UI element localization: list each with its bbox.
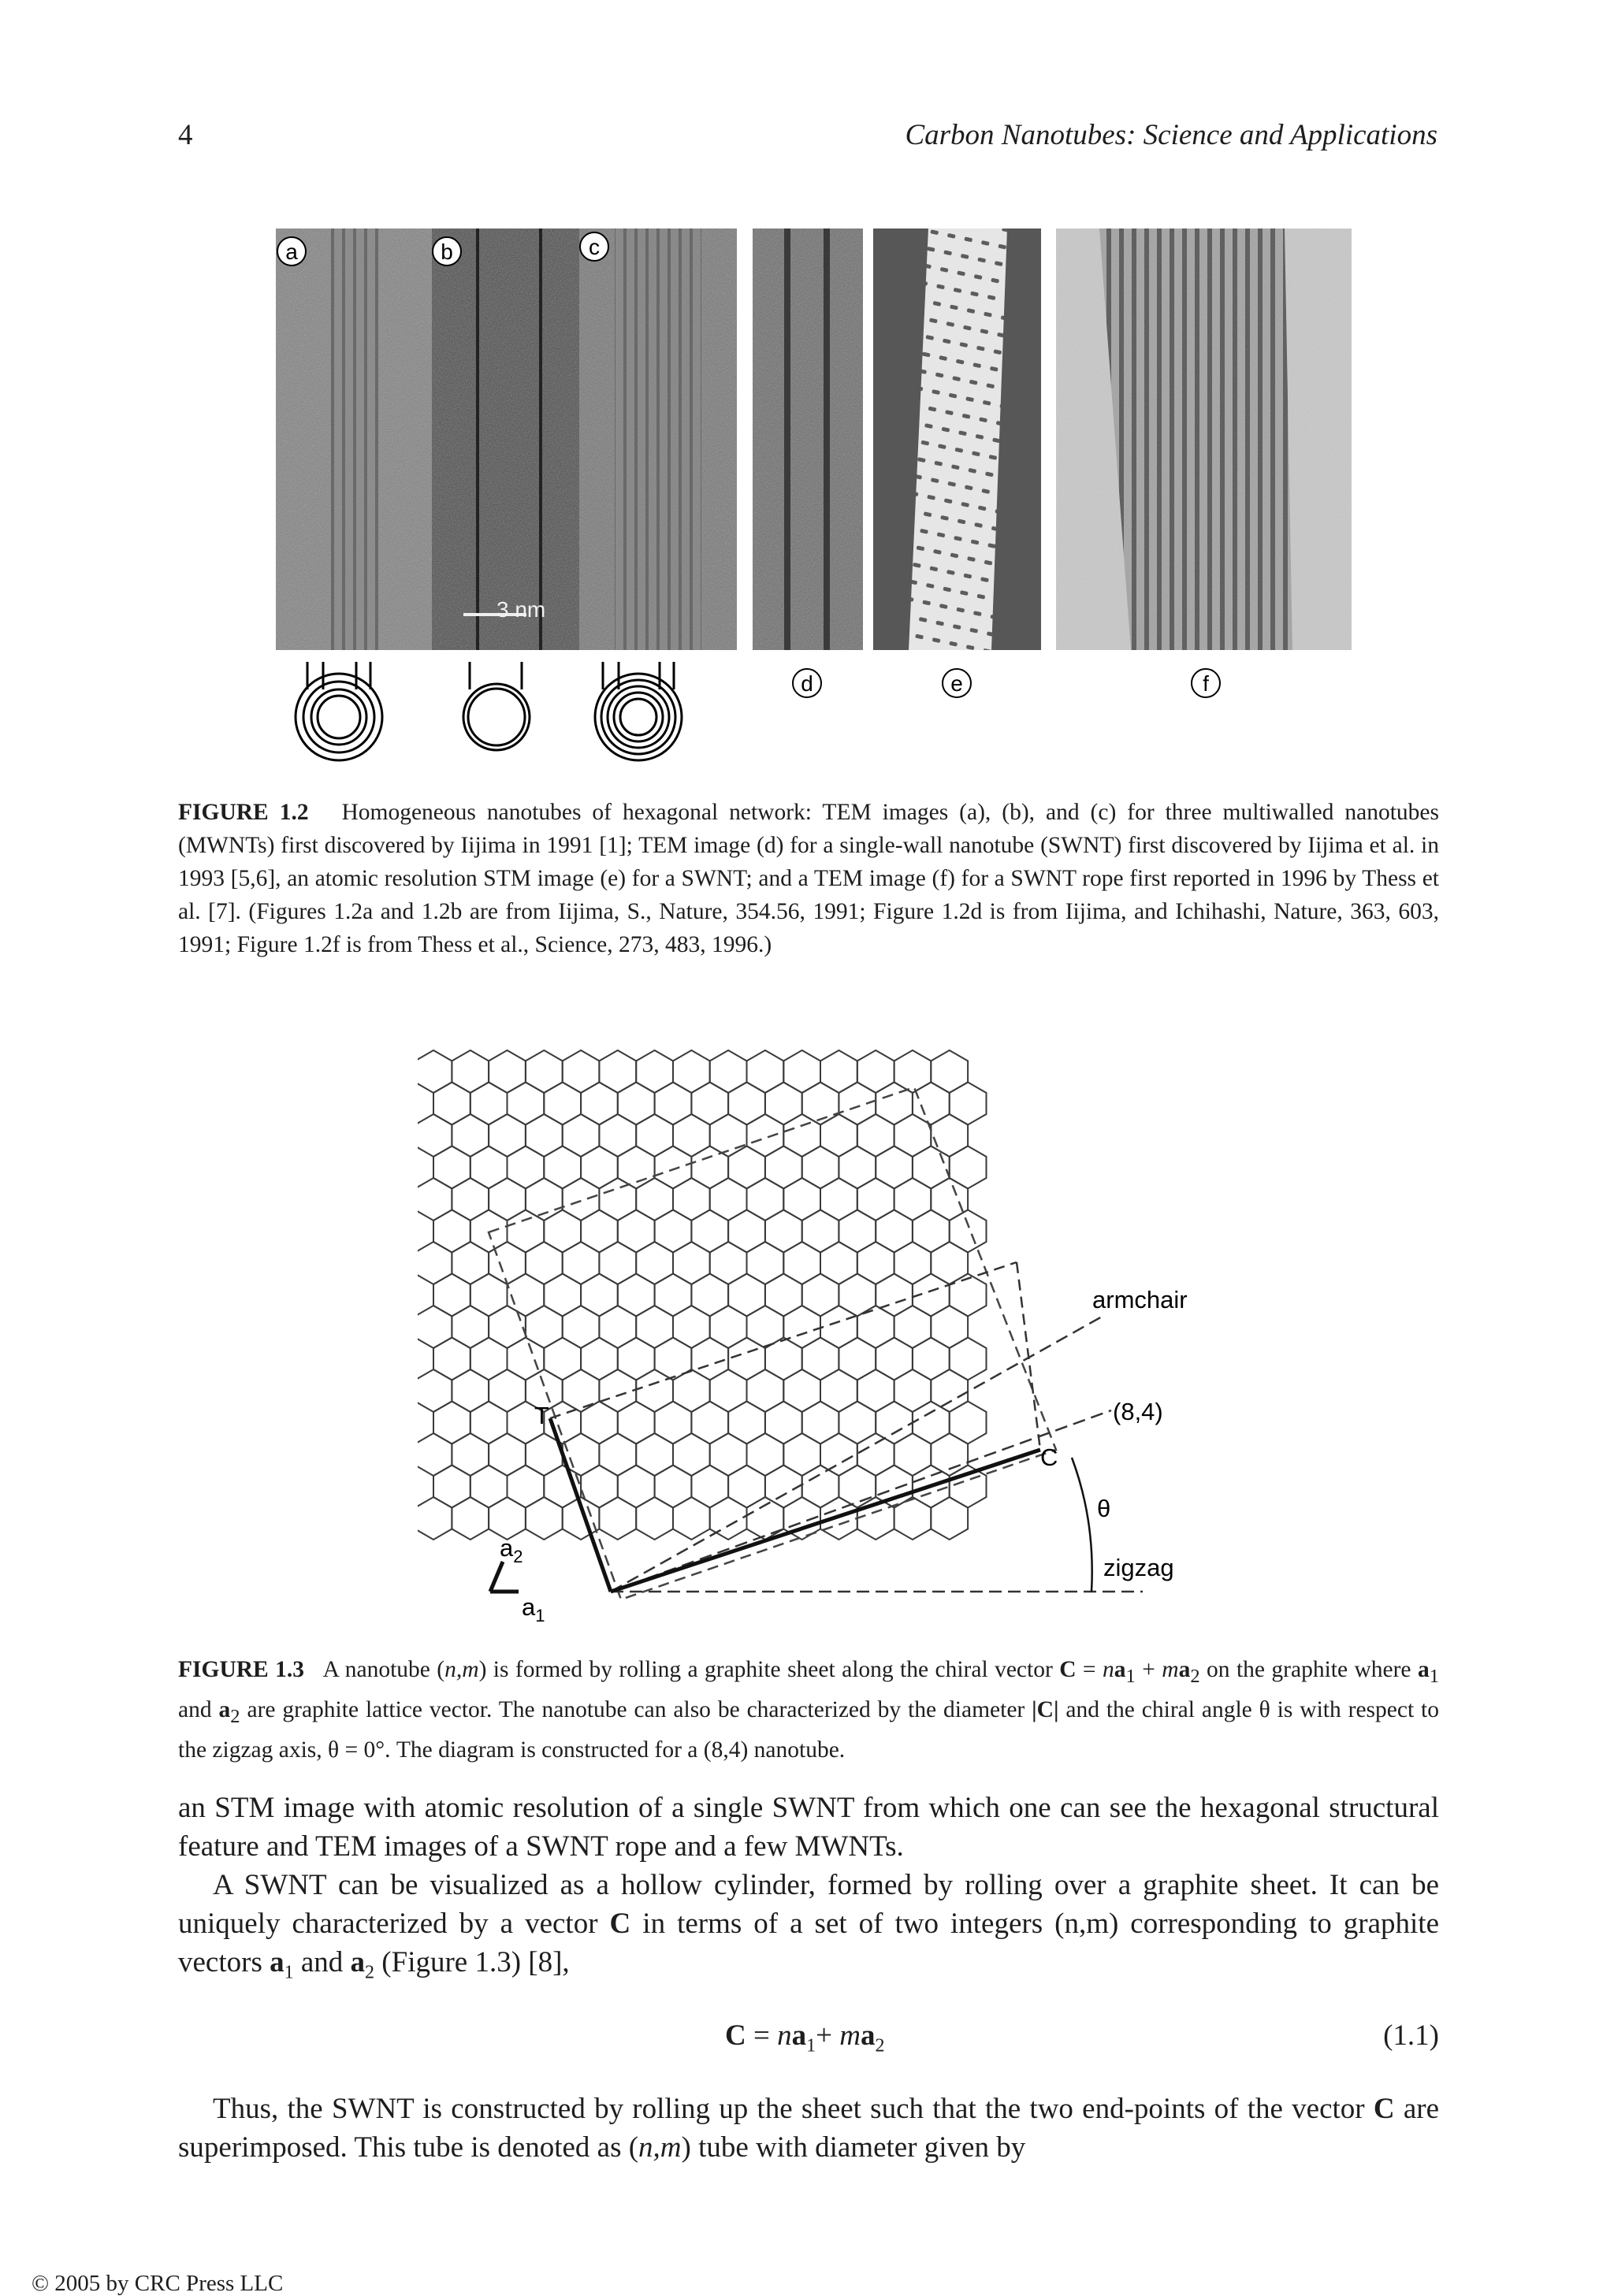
lattice-hexagon — [913, 1146, 950, 1189]
lattice-hexagon — [747, 1306, 784, 1348]
lattice-hexagon — [581, 1210, 618, 1253]
lattice-hexagon — [433, 1338, 470, 1380]
lattice-hexagon — [599, 1497, 636, 1540]
lattice-hexagon — [747, 1242, 784, 1284]
lattice-hexagon — [765, 1402, 802, 1444]
lattice-hexagon — [783, 1306, 820, 1348]
lattice-hexagon — [544, 1338, 581, 1380]
lattice-hexagon — [710, 1369, 747, 1412]
running-title: Carbon Nanotubes: Science and Applications — [905, 119, 1437, 151]
lattice-hexagon — [599, 1178, 636, 1220]
lattice-hexagon — [636, 1178, 673, 1220]
lattice-hexagon — [433, 1083, 470, 1125]
lattice-hexagon — [728, 1210, 765, 1253]
lattice-hexagon — [950, 1210, 987, 1253]
lattice-hexagon — [802, 1274, 839, 1317]
equation-number: (1.1) — [1383, 2019, 1439, 2052]
figure-1-2-overlay — [268, 225, 1371, 776]
svg-text:c: c — [589, 235, 600, 259]
lattice-hexagon — [581, 1338, 618, 1380]
lattice-hexagon — [950, 1146, 987, 1189]
cross-section-b — [463, 662, 530, 750]
lattice-hexagon — [747, 1178, 784, 1220]
lattice-hexagon — [489, 1369, 526, 1412]
lattice-hexagon — [839, 1274, 876, 1317]
lattice-hexagon — [636, 1369, 673, 1412]
lattice-hexagon — [452, 1306, 489, 1348]
lattice-hexagon — [489, 1114, 526, 1157]
lattice-hexagon — [820, 1369, 857, 1412]
lattice-hexagon — [563, 1369, 600, 1412]
lattice-hexagon — [876, 1083, 913, 1125]
lattice-hexagon — [857, 1050, 894, 1093]
lattice-hexagon — [691, 1466, 728, 1508]
figure-1-2-caption — [178, 796, 1439, 961]
lattice-hexagon — [673, 1050, 710, 1093]
lattice-hexagon — [563, 1178, 600, 1220]
panel-label-e — [943, 669, 971, 697]
lattice-hexagon — [526, 1497, 563, 1540]
lattice-hexagon — [931, 1050, 968, 1093]
lattice-hexagon — [857, 1178, 894, 1220]
lattice-hexagon — [655, 1466, 692, 1508]
lattice-hexagon — [728, 1146, 765, 1189]
lattice-hexagon — [418, 1497, 452, 1540]
lattice-hexagon — [599, 1050, 636, 1093]
lattice-hexagon — [655, 1146, 692, 1189]
lattice-hexagon — [839, 1210, 876, 1253]
lattice-hexagon — [581, 1402, 618, 1444]
lattice-hexagon — [418, 1178, 452, 1220]
lattice-hexagon — [691, 1210, 728, 1253]
lattice-hexagon — [470, 1338, 508, 1380]
lattice-hexagon — [581, 1083, 618, 1125]
lattice-hexagon — [618, 1338, 655, 1380]
lattice-hexagon — [470, 1210, 508, 1253]
lattice-hexagon — [802, 1466, 839, 1508]
lattice-hexagon — [710, 1242, 747, 1284]
lattice-hexagon — [452, 1050, 489, 1093]
lattice-hexagon — [599, 1369, 636, 1412]
lattice-hexagon — [526, 1242, 563, 1284]
lattice-hexagon — [508, 1274, 545, 1317]
lattice-hexagon — [544, 1083, 581, 1125]
lattice-hexagon — [894, 1497, 932, 1540]
panel-label-c — [580, 232, 608, 261]
lattice-hexagon — [747, 1050, 784, 1093]
a2-label: $a_2$ — [500, 1534, 523, 1566]
lattice-hexagon — [418, 1369, 452, 1412]
lattice-hexagon — [673, 1497, 710, 1540]
armchair-label: armchair — [1092, 1286, 1188, 1313]
lattice-hexagon — [673, 1242, 710, 1284]
lattice-hexagon — [636, 1114, 673, 1157]
lattice-hexagon — [931, 1114, 968, 1157]
figure-1-3-caption: FIGURE 1.3 A nanotube (n,m) is formed by rolling a graphite sheet along the chiral vector $C = na_1 + ma_2$ on the graphite where $a_1$ and $a_2$ are graphite lattice vector. The nanotube can also be characterized by the diameter |C| and the chiral angle θ is with respect to the zigzag axis, θ = 0°. The diagram is constructed for a (8,4) nanotube. — [178, 1657, 1440, 1763]
lattice-hexagon — [710, 1306, 747, 1348]
lattice-hexagon — [728, 1338, 765, 1380]
svg-text:e: e — [950, 671, 963, 696]
lattice-hexagon — [433, 1402, 470, 1444]
lattice-hexagon — [913, 1402, 950, 1444]
lattice-hexagon — [728, 1274, 765, 1317]
lattice-hexagon — [802, 1402, 839, 1444]
lattice-hexagon — [636, 1497, 673, 1540]
figure-1-2-caption-text: Homogeneous nanotubes of hexagonal network: TEM images (a), (b), and (c) for three multiwalled nanotubes (MWNTs) first discovered by Iijima in 1991 [1]; TEM image (d) for a single-wall nanotube (SWNT) first discovered by Iijima et al. in 1993 [5,6], an atomic resolution STM image (e) for a SWNT; and a TEM image (f) for a SWNT rope first reported in 1996 by Thess et al. [7]. (Figures 1.2a and 1.2b are from Iijima, S., Nature, 354.56, 1991; Figure 1.2d is from Iijima, and Ichihashi, Nature, 363, 603, 1991; Figure 1.2f is from Thess et al., Science, 273, 483, 1996.) — [178, 800, 1440, 957]
lattice-hexagon — [783, 1433, 820, 1476]
lattice-hexagon — [655, 1083, 692, 1125]
lattice-hexagon — [673, 1114, 710, 1157]
lattice-hexagon — [783, 1050, 820, 1093]
lattice-hexagon — [470, 1083, 508, 1125]
lattice-hexagon — [433, 1274, 470, 1317]
chiral-index-label: (8,4) — [1113, 1398, 1163, 1425]
lattice-hexagon — [544, 1146, 581, 1189]
lattice-hexagon — [618, 1146, 655, 1189]
lattice-hexagon — [418, 1433, 452, 1476]
lattice-hexagon — [418, 1242, 452, 1284]
lattice-hexagon — [931, 1369, 968, 1412]
lattice-hexagon — [470, 1466, 508, 1508]
lattice-hexagon — [452, 1433, 489, 1476]
lattice-hexagon — [913, 1338, 950, 1380]
lattice-hexagon — [747, 1369, 784, 1412]
lattice-hexagon — [876, 1146, 913, 1189]
lattice-hexagon — [876, 1402, 913, 1444]
lattice-hexagon — [526, 1050, 563, 1093]
lattice-hexagon — [802, 1338, 839, 1380]
lattice-hexagon — [618, 1402, 655, 1444]
lattice-hexagon — [618, 1210, 655, 1253]
lattice-hexagon — [508, 1466, 545, 1508]
lattice-hexagon — [747, 1114, 784, 1157]
lattice-hexagon — [599, 1114, 636, 1157]
lattice-hexagon — [581, 1146, 618, 1189]
lattice-hexagon — [418, 1306, 452, 1348]
body-text — [178, 1789, 1439, 1992]
panel-label-f — [1192, 669, 1220, 697]
lattice-hexagon — [581, 1466, 618, 1508]
lattice-hexagon — [691, 1338, 728, 1380]
lattice-hexagon — [728, 1083, 765, 1125]
lattice-hexagon — [950, 1466, 987, 1508]
lattice-hexagon — [747, 1497, 784, 1540]
lattice-hexagon — [894, 1050, 932, 1093]
svg-text:d: d — [801, 671, 813, 696]
lattice-hexagon — [452, 1242, 489, 1284]
panel-label-d — [793, 669, 821, 697]
paragraph-1: an STM image with atomic resolution of a single SWNT from which one can see the hexagonal structural feature and TEM images of a SWNT rope and a few MWNTs. — [178, 1792, 1439, 1863]
lattice-hexagon — [783, 1114, 820, 1157]
scale-bar-label: 3 nm — [496, 597, 546, 622]
lattice-hexagon — [452, 1497, 489, 1540]
lattice-hexagon — [489, 1050, 526, 1093]
lattice-hexagon — [894, 1433, 932, 1476]
lattice-hexagon — [747, 1433, 784, 1476]
lattice-hexagon — [655, 1274, 692, 1317]
lattice-hexagon — [544, 1210, 581, 1253]
lattice-hexagon — [489, 1433, 526, 1476]
lattice-hexagon — [470, 1274, 508, 1317]
lattice-hexagon — [765, 1210, 802, 1253]
lattice-hexagon — [857, 1306, 894, 1348]
cross-section-a — [296, 662, 382, 760]
lattice-hexagon — [508, 1083, 545, 1125]
lattice-hexagon — [913, 1083, 950, 1125]
lattice-hexagon — [508, 1146, 545, 1189]
lattice-hexagon — [820, 1050, 857, 1093]
lattice-hexagon — [433, 1146, 470, 1189]
lattice-hexagon — [894, 1306, 932, 1348]
a1-label: $a_1$ — [522, 1593, 545, 1625]
lattice-hexagon — [710, 1178, 747, 1220]
lattice-hexagon — [655, 1402, 692, 1444]
lattice-hexagon — [931, 1306, 968, 1348]
lattice-hexagon — [691, 1274, 728, 1317]
lattice-hexagon — [765, 1274, 802, 1317]
lattice-hexagon — [839, 1083, 876, 1125]
lattice-hexagon — [857, 1433, 894, 1476]
lattice-hexagon — [673, 1306, 710, 1348]
lattice-hexagon — [783, 1369, 820, 1412]
lattice-hexagon — [691, 1402, 728, 1444]
lattice-hexagon — [452, 1114, 489, 1157]
lattice-hexagon — [820, 1433, 857, 1476]
lattice-hexagon — [691, 1083, 728, 1125]
page-number: 4 — [178, 119, 193, 151]
lattice-hexagon — [673, 1433, 710, 1476]
lattice-hexagon — [581, 1274, 618, 1317]
svg-text:a: a — [285, 240, 298, 264]
lattice-hexagon — [894, 1178, 932, 1220]
lattice-hexagon — [618, 1083, 655, 1125]
lattice-hexagon — [894, 1369, 932, 1412]
lattice-hexagon — [563, 1114, 600, 1157]
lattice-hexagon — [765, 1083, 802, 1125]
lattice-hexagon — [599, 1433, 636, 1476]
figure-1-2-label: FIGURE 1.2 — [178, 800, 309, 825]
panel-label-b — [433, 237, 461, 266]
lattice-hexagon — [508, 1338, 545, 1380]
lattice-hexagon — [452, 1369, 489, 1412]
lattice-hexagon — [876, 1338, 913, 1380]
lattice-hexagon — [599, 1306, 636, 1348]
graphite-lattice — [418, 1050, 987, 1540]
figure-1-3-label: FIGURE 1.3 — [178, 1657, 305, 1682]
lattice-hexagon — [765, 1146, 802, 1189]
lattice-hexagon — [636, 1050, 673, 1093]
lattice-hexagon — [876, 1210, 913, 1253]
lattice-hexagon — [563, 1050, 600, 1093]
lattice-hexagon — [950, 1083, 987, 1125]
t-label: T — [534, 1402, 549, 1429]
lattice-hexagon — [783, 1242, 820, 1284]
lattice-hexagon — [599, 1242, 636, 1284]
lattice-hexagon — [433, 1210, 470, 1253]
panel-label-a — [277, 237, 306, 266]
lattice-hexagon — [526, 1306, 563, 1348]
lattice-hexagon — [839, 1402, 876, 1444]
zigzag-label: zigzag — [1103, 1554, 1174, 1581]
lattice-hexagon — [710, 1050, 747, 1093]
lattice-hexagon — [820, 1178, 857, 1220]
lattice-hexagon — [618, 1274, 655, 1317]
lattice-hexagon — [470, 1146, 508, 1189]
lattice-hexagon — [894, 1114, 932, 1157]
lattice-hexagon — [636, 1306, 673, 1348]
lattice-hexagon — [857, 1242, 894, 1284]
svg-text:f: f — [1203, 671, 1209, 696]
lattice-hexagon — [636, 1433, 673, 1476]
paragraph-2: A SWNT can be visualized as a hollow cylinder, formed by rolling over a graphite sheet. It can be uniquely characterized by a vector C in terms of a set of two integers (n,m) corresponding to graphite vectors $a_1$ and $a_2$ (Figure 1.3) [8], — [178, 1869, 1439, 1983]
lattice-hexagon — [931, 1242, 968, 1284]
lattice-hexagon — [894, 1242, 932, 1284]
lattice-hexagon — [950, 1274, 987, 1317]
lattice-hexagon — [913, 1210, 950, 1253]
lattice-hexagon — [673, 1178, 710, 1220]
lattice-hexagon — [857, 1114, 894, 1157]
lattice-hexagon — [783, 1178, 820, 1220]
lattice-hexagon — [489, 1306, 526, 1348]
lattice-hexagon — [489, 1178, 526, 1220]
cross-section-c — [595, 662, 682, 760]
svg-text:b: b — [441, 240, 453, 264]
lattice-hexagon — [931, 1497, 968, 1540]
lattice-hexagon — [931, 1178, 968, 1220]
lattice-hexagon — [820, 1306, 857, 1348]
lattice-hexagon — [489, 1497, 526, 1540]
lattice-hexagon — [418, 1050, 452, 1093]
lattice-hexagon — [418, 1114, 452, 1157]
lattice-hexagon — [710, 1433, 747, 1476]
lattice-hexagon — [728, 1402, 765, 1444]
equation-1-1: $C = na_1+ ma_2$ — [725, 2019, 885, 2056]
lattice-hexagon — [563, 1242, 600, 1284]
lattice-hexagon — [452, 1178, 489, 1220]
copyright-footer: © 2005 by CRC Press LLC — [32, 2271, 284, 2296]
lattice-hexagon — [950, 1402, 987, 1444]
lattice-hexagon — [950, 1338, 987, 1380]
lattice-hexagon — [544, 1274, 581, 1317]
figure-1-3-diagram — [418, 1048, 1237, 1639]
theta-arc — [1072, 1458, 1092, 1592]
lattice-hexagon — [636, 1242, 673, 1284]
lattice-hexagon — [802, 1210, 839, 1253]
lattice-hexagon — [839, 1338, 876, 1380]
lattice-hexagon — [820, 1242, 857, 1284]
c-label: C — [1040, 1443, 1058, 1471]
lattice-hexagon — [433, 1466, 470, 1508]
lattice-hexagon — [876, 1274, 913, 1317]
theta-label: θ — [1097, 1495, 1111, 1522]
lattice-hexagon — [728, 1466, 765, 1508]
lattice-hexagon — [673, 1369, 710, 1412]
lattice-hexagon — [655, 1210, 692, 1253]
paragraph-3: Thus, the SWNT is constructed by rolling up the sheet such that the two end-points of the vector C are superimposed. This tube is denoted as (n,m) tube with diameter given by — [178, 2093, 1439, 2164]
a2-vector — [490, 1562, 503, 1592]
lattice-hexagon — [618, 1466, 655, 1508]
lattice-hexagon — [470, 1402, 508, 1444]
lattice-hexagon — [526, 1114, 563, 1157]
lattice-hexagon — [802, 1146, 839, 1189]
lattice-hexagon — [839, 1146, 876, 1189]
lattice-hexagon — [839, 1466, 876, 1508]
lattice-hexagon — [765, 1466, 802, 1508]
lattice-hexagon — [820, 1114, 857, 1157]
lattice-hexagon — [857, 1369, 894, 1412]
lattice-hexagon — [563, 1306, 600, 1348]
